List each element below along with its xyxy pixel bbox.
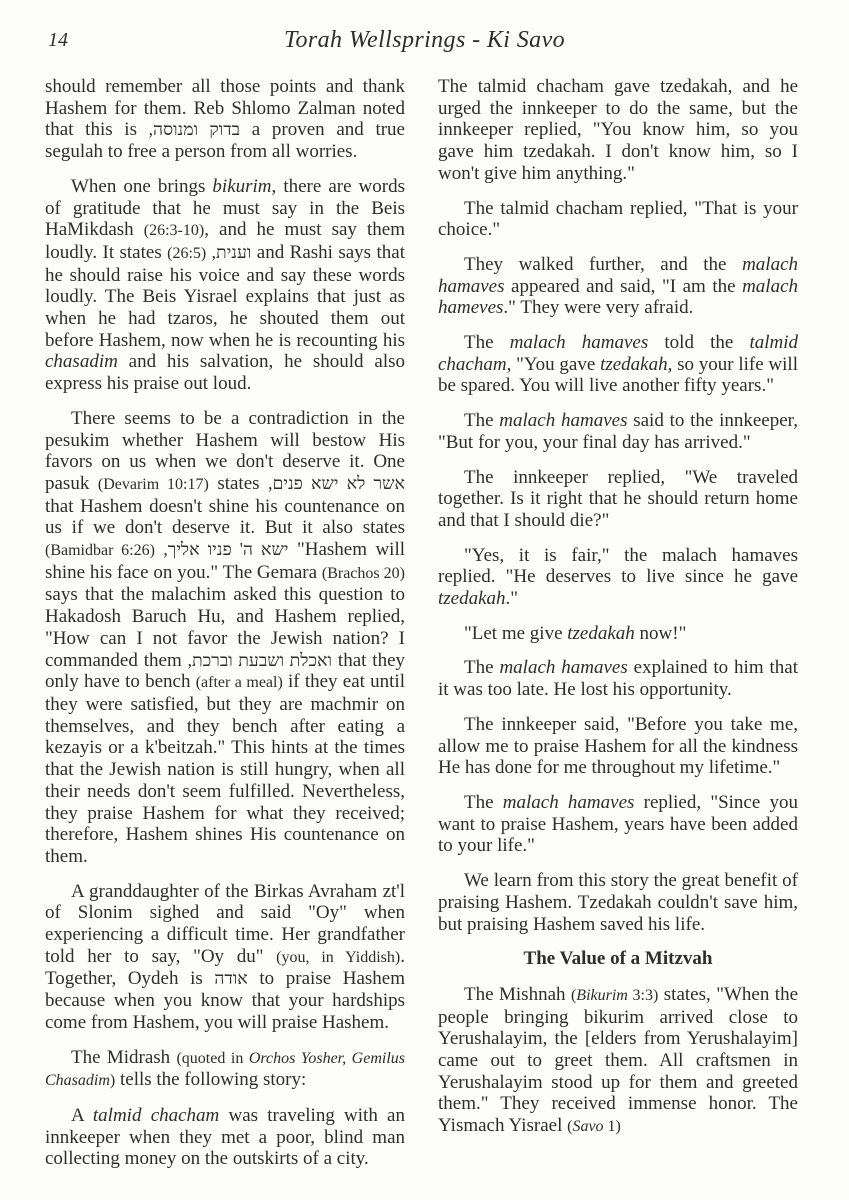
text-run: tzedakah bbox=[567, 622, 635, 644]
text-run: (26:5) bbox=[167, 244, 207, 262]
text-run: appeared and said, "I am the bbox=[504, 275, 743, 297]
text-run: now!" bbox=[634, 622, 687, 644]
text-run: The Midrash bbox=[71, 1046, 177, 1068]
page-title: Torah Wellsprings - Ki Savo bbox=[283, 27, 566, 53]
paragraph bbox=[45, 881, 405, 1034]
text-run: malach hamaves bbox=[499, 410, 628, 432]
text-run: The talmid chacham replied, "That is your choice." bbox=[438, 197, 798, 241]
text-run: a proven and true segulah to free a person from all worries. bbox=[45, 119, 405, 163]
text-run: , and he must say them loudly. It states bbox=[45, 219, 406, 263]
text-run: "Let me give bbox=[464, 622, 568, 644]
hebrew-phrase: אודה bbox=[214, 968, 248, 989]
text-run: The bbox=[464, 410, 500, 432]
text-run: told the bbox=[648, 332, 750, 354]
text-run: tells the following story: bbox=[115, 1069, 307, 1091]
text-run: (Brachos 20) bbox=[321, 564, 405, 582]
paragraph bbox=[438, 332, 798, 397]
text-run: The talmid chacham gave tzedakah, and he urged the innkeeper to do the same, but the innkeeper replied, "You know him, so you gave him tzedakah. I don't know him, so I won't give him anything." bbox=[438, 76, 798, 184]
hebrew-phrase: ישא ה' פניו אליך, bbox=[163, 539, 289, 560]
text-run: bikurim bbox=[212, 175, 272, 197]
text-run: (Devarim 10:17) bbox=[97, 475, 209, 493]
text-run: tzedakah, bbox=[600, 353, 673, 375]
text-run: ( bbox=[570, 986, 577, 1004]
text-run: When one brings bbox=[71, 175, 213, 197]
text-run: says that the malachim asked this question to Hakadosh Baruch Hu, and Hashem replied, "How can I not favor the Jewish nation? I commanded them bbox=[45, 584, 405, 671]
text-run: There seems to be a contradiction in the pesukim whether Hashem will bestow His favors on us when we don't deserve it. One pasuk bbox=[45, 407, 405, 494]
text-run: Savo bbox=[572, 1118, 604, 1136]
text-run: (26:3-10) bbox=[143, 222, 205, 240]
text-run: 1) bbox=[603, 1118, 621, 1136]
text-run: tzedakah bbox=[438, 588, 506, 610]
text-run: talmid chacham bbox=[92, 1104, 220, 1126]
paragraph bbox=[438, 254, 798, 319]
text-run: Orchos Yosher, Gemilus Chasadim bbox=[45, 1049, 405, 1090]
column-left bbox=[45, 76, 405, 1183]
text-run: (after a meal) bbox=[195, 674, 283, 692]
text-run: that they only have to bench bbox=[45, 649, 405, 693]
paragraph bbox=[438, 467, 798, 532]
text-run: ." They were very afraid. bbox=[503, 297, 694, 319]
text-run: A granddaughter of the Birkas Avraham zt'l of Slonim sighed and said "Oy" when experiencing a difficult time. Her grandfather told her to say, "Oy du" bbox=[45, 880, 405, 967]
paragraph bbox=[45, 1105, 405, 1170]
paragraph bbox=[438, 623, 798, 645]
text-columns bbox=[0, 76, 849, 1183]
page-number: 14 bbox=[48, 29, 68, 51]
text-run: malach hamaves bbox=[438, 253, 798, 297]
column-right bbox=[438, 76, 798, 1183]
text-run: Bikurim bbox=[576, 986, 628, 1004]
paragraph bbox=[438, 198, 798, 241]
text-run: said to the innkeeper, "But for you, your final day has arrived." bbox=[438, 410, 798, 453]
text-run: The bbox=[464, 657, 500, 679]
text-run: The Mishnah bbox=[464, 983, 571, 1005]
text-run: explained to him that it was too late. He lost his opportunity. bbox=[438, 657, 798, 701]
text-run: ( bbox=[567, 1118, 573, 1136]
text-run: The innkeeper replied, "We traveled together. Is it right that he should return home and that I should die?" bbox=[438, 466, 798, 531]
paragraph bbox=[45, 76, 405, 163]
text-run: states, "When the people bringing bikurim arrived close to Yerushalayim, the [elders from Yerushalayim] came out to greet them. All craftsmen in Yerushalayim stood up for them and greeted them." They received immense honor. The Yismach Yisrael bbox=[438, 983, 798, 1137]
text-run: "Yes, it is fair," the malach hamaves replied. "He deserves to live since he gave bbox=[438, 544, 798, 588]
text-run: should remember all those points and thank Hashem for them. Reb Shlomo Zalman noted that this is bbox=[45, 76, 405, 141]
text-run: "Hashem will shine his face on you." The Gemara bbox=[45, 539, 406, 583]
paragraph bbox=[438, 76, 798, 185]
text-run: They walked further, and the bbox=[464, 253, 743, 275]
text-run: A bbox=[71, 1104, 93, 1126]
text-run: The bbox=[464, 791, 503, 813]
text-run: malach hamaves bbox=[499, 657, 628, 679]
paragraph bbox=[45, 1047, 405, 1092]
text-run: (quoted in bbox=[176, 1049, 249, 1067]
text-run: states bbox=[208, 472, 269, 494]
paragraph bbox=[438, 792, 798, 857]
text-run: , there are words of gratitude that he must say in the Beis HaMikdash bbox=[45, 175, 405, 241]
text-run: 3:3) bbox=[627, 986, 659, 1004]
paragraph bbox=[438, 657, 798, 700]
text-run: and his salvation, he should also express his praise out loud. bbox=[45, 351, 405, 395]
paragraph bbox=[438, 545, 798, 610]
text-run: to praise Hashem because when you know that your hardships come from Hashem, you will praise Hashem. bbox=[45, 968, 405, 1033]
paragraph bbox=[438, 870, 798, 935]
hebrew-phrase: וענית, bbox=[211, 241, 252, 262]
text-run: talmid chacham bbox=[438, 332, 798, 375]
hebrew-phrase: אשר לא ישא פנים, bbox=[268, 472, 406, 493]
text-run: (you, in Yiddish) bbox=[276, 948, 401, 966]
page-header bbox=[0, 0, 849, 63]
text-run: , "You gave bbox=[506, 353, 601, 375]
text-run: We learn from this story the great benefit of praising Hashem. Tzedakah couldn't save him, but praising Hashem saved his life. bbox=[438, 870, 798, 935]
section-heading: The Value of a Mitzvah bbox=[523, 948, 713, 970]
paragraph bbox=[438, 714, 798, 779]
paragraph bbox=[438, 410, 798, 453]
text-run: so your life will be spared. You will live another fifty years." bbox=[438, 353, 798, 397]
paragraph bbox=[45, 408, 405, 868]
text-run: if they eat until they were satisfied, but they are machmir on themselves, and they bench after eating a kezayis or a k'beitzah." This hints at the times that the Jewish nation is still hungry, when all their needs don't seem fulfilled. Nevertheless, they praise Hashem for what they received; therefore, Hashem shines His countenance on them. bbox=[45, 671, 405, 867]
paragraph bbox=[438, 984, 798, 1138]
text-run: The bbox=[464, 332, 510, 354]
text-run: The innkeeper said, "Before you take me, allow me to praise Hashem for all the kindness He has done for me throughout my lifetime." bbox=[438, 713, 798, 779]
text-run: was traveling with an innkeeper when they met a poor, blind man collecting money on the outskirts of a city. bbox=[45, 1104, 405, 1170]
text-run: that Hashem doesn't shine his countenance on us if we don't deserve it. But it also states bbox=[45, 495, 405, 539]
hebrew-phrase: ואכלת ושבעת וברכת, bbox=[187, 649, 333, 670]
text-run: malach hamaves bbox=[509, 332, 649, 354]
text-run: and Rashi says that he should raise his voice and say these words loudly. The Beis Yisrael explains that just as when he had tzaros, he shouted them out before Hashem, now when he is recounting his bbox=[45, 241, 405, 351]
text-run: malach hameves bbox=[438, 275, 798, 319]
text-run: malach hamaves bbox=[502, 791, 635, 813]
text-run: chasadim bbox=[45, 351, 118, 373]
text-run: . Together, Oydeh is bbox=[45, 945, 405, 990]
paragraph bbox=[45, 176, 405, 395]
text-run: replied, "Since you want to praise Hashem, years have been added to your life." bbox=[438, 791, 799, 857]
text-run: ) bbox=[109, 1072, 116, 1090]
text-run: ." bbox=[505, 588, 519, 610]
hebrew-phrase: בדוק ומנוסה, bbox=[148, 119, 241, 140]
text-run: (Bamidbar 6:26) bbox=[45, 542, 155, 560]
